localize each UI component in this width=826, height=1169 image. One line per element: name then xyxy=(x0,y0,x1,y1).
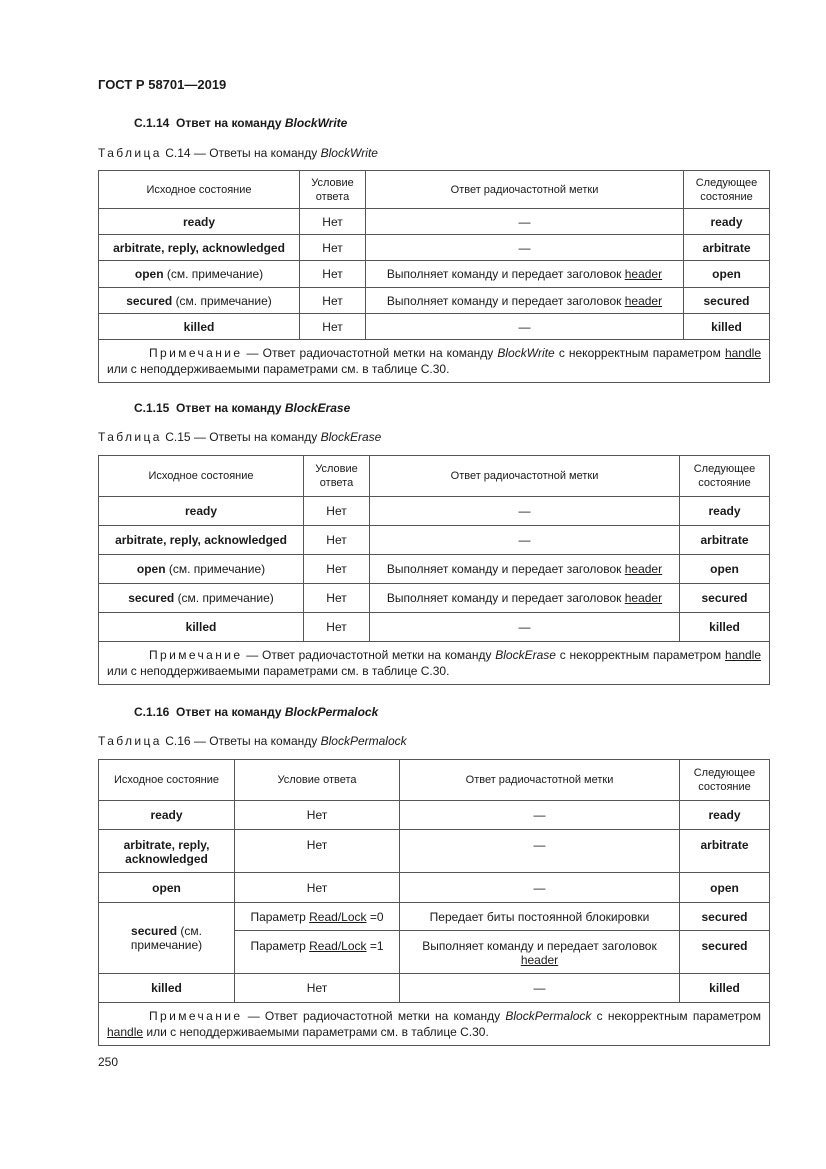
cell-next: ready xyxy=(684,209,770,235)
cell-condition: Нет xyxy=(300,261,366,288)
table-header-row xyxy=(99,760,770,801)
note-command: BlockErase xyxy=(495,648,556,662)
cell-response xyxy=(366,261,684,288)
cell-condition: Нет xyxy=(235,830,400,873)
response-text: Выполняет команду и передает заголовок xyxy=(386,293,622,308)
state-note: (см. примечание) xyxy=(177,591,274,605)
cell-state: arbitrate, reply, acknowledged xyxy=(99,830,235,873)
table-row xyxy=(99,526,770,555)
table-id: С.14 — Ответы на команду xyxy=(165,146,318,160)
col-header: Условие ответа xyxy=(304,456,370,497)
table-caption-c16 xyxy=(98,734,407,748)
cell-state xyxy=(99,261,300,288)
col-header: Ответ радиочастотной метки xyxy=(370,456,680,497)
cell-next: secured xyxy=(680,931,770,974)
table-command: BlockErase xyxy=(320,430,382,444)
condition-value: =1 xyxy=(369,939,384,953)
cell-next: killed xyxy=(680,613,770,642)
cell-condition: Нет xyxy=(300,314,366,340)
table-row xyxy=(99,497,770,526)
cell-next: open xyxy=(680,873,770,903)
table-note xyxy=(99,1003,770,1046)
cell-state: arbitrate, reply, acknowledged xyxy=(99,526,304,555)
command-name: BlockErase xyxy=(284,401,351,415)
section-number: С.1.14 xyxy=(134,116,170,130)
cell-response xyxy=(370,584,680,613)
cell-response: — xyxy=(370,613,680,642)
table-row xyxy=(99,288,770,314)
state-name: secured xyxy=(128,591,175,605)
response-text: Выполняет команду и передает заголовок xyxy=(386,562,622,576)
cell-state: open xyxy=(99,873,235,903)
table-id: С.16 — Ответы на команду xyxy=(165,734,318,748)
handle-term: handle xyxy=(107,1025,144,1039)
state-note: (см. примечание) xyxy=(130,924,203,952)
readlock-term: Read/Lock xyxy=(309,939,367,953)
table-note-row xyxy=(99,340,770,383)
cell-next: secured xyxy=(680,584,770,613)
table-caption-c15 xyxy=(98,430,381,444)
cell-next: ready xyxy=(680,497,770,526)
section-title-c114 xyxy=(134,116,347,130)
handle-term: handle xyxy=(724,648,762,662)
section-title-c115 xyxy=(134,401,350,415)
state-name: open xyxy=(136,562,166,576)
section-title-text: Ответ на команду xyxy=(176,401,282,415)
table-note xyxy=(99,340,770,383)
cell-response: — xyxy=(400,974,680,1003)
header-term: header xyxy=(624,267,663,281)
header-term: header xyxy=(624,562,663,576)
cell-state: ready xyxy=(99,801,235,830)
cell-response xyxy=(370,555,680,584)
cell-next: killed xyxy=(684,314,770,340)
note-text: или с неподдерживаемыми параметрами см. в таблице С.30. xyxy=(107,664,450,678)
cell-response: — xyxy=(370,497,680,526)
table-caption-c14 xyxy=(98,146,378,160)
col-header: Условие ответа xyxy=(235,760,400,801)
cell-next: open xyxy=(680,555,770,584)
cell-condition: Нет xyxy=(235,974,400,1003)
cell-state: killed xyxy=(99,613,304,642)
col-header: Следующее состояние xyxy=(680,760,770,801)
table-note-row xyxy=(99,642,770,685)
cell-response: — xyxy=(400,830,680,873)
cell-state xyxy=(99,288,300,314)
col-header: Исходное состояние xyxy=(99,456,304,497)
command-name: BlockPermalock xyxy=(284,705,379,719)
table-c14 xyxy=(98,170,770,383)
cell-next: ready xyxy=(680,801,770,830)
cell-condition: Нет xyxy=(304,584,370,613)
response-text: Выполняет команду и передает заголовок xyxy=(386,591,622,605)
note-text: или с неподдерживаемыми параметрами см. в таблице С.30. xyxy=(146,1025,489,1039)
table-row xyxy=(99,830,770,873)
col-header: Ответ радиочастотной метки xyxy=(366,171,684,209)
cell-state: killed xyxy=(99,314,300,340)
cell-response xyxy=(366,288,684,314)
section-title-text: Ответ на команду xyxy=(176,705,282,719)
cell-state: ready xyxy=(99,497,304,526)
cell-next: arbitrate xyxy=(684,235,770,261)
cell-response: — xyxy=(366,209,684,235)
note-word: Примечание xyxy=(149,1009,243,1023)
table-row xyxy=(99,235,770,261)
cell-condition xyxy=(235,903,400,931)
condition-value: =0 xyxy=(369,909,384,924)
state-name: secured xyxy=(131,924,178,938)
table-row xyxy=(99,209,770,235)
cell-response: — xyxy=(366,235,684,261)
note-text: — Ответ радиочастотной метки на команду xyxy=(246,648,492,662)
state-note: (см. примечание) xyxy=(166,267,264,281)
col-header: Исходное состояние xyxy=(99,171,300,209)
cell-condition: Нет xyxy=(304,497,370,526)
table-row xyxy=(99,801,770,830)
cell-response: — xyxy=(400,801,680,830)
cell-state xyxy=(99,903,235,974)
cell-state: ready xyxy=(99,209,300,235)
response-text: Выполняет команду и передает заголовок xyxy=(422,939,657,953)
table-row xyxy=(99,903,770,931)
cell-response: Передает биты постоянной блокировки xyxy=(400,903,680,931)
section-title-c116 xyxy=(134,705,378,719)
table-c15 xyxy=(98,455,770,685)
table-row xyxy=(99,314,770,340)
state-name: secured xyxy=(126,293,173,308)
cell-state xyxy=(99,584,304,613)
cell-condition xyxy=(235,931,400,974)
cell-next: secured xyxy=(680,903,770,931)
cell-condition: Нет xyxy=(304,613,370,642)
state-note: (см. примечание) xyxy=(168,562,266,576)
table-row xyxy=(99,974,770,1003)
table-c16 xyxy=(98,759,770,1046)
command-name: BlockWrite xyxy=(284,116,348,130)
table-id: С.15 — Ответы на команду xyxy=(165,430,318,444)
cell-state xyxy=(99,555,304,584)
table-note xyxy=(99,642,770,685)
readlock-term: Read/Lock xyxy=(309,909,367,924)
header-term: header xyxy=(624,591,663,605)
cell-condition: Нет xyxy=(304,555,370,584)
page-number: 250 xyxy=(98,1055,119,1069)
table-row xyxy=(99,613,770,642)
document-header: ГОСТ Р 58701—2019 xyxy=(98,77,227,92)
handle-term: handle xyxy=(724,346,761,360)
note-text: или с неподдерживаемыми параметрами см. в таблице С.30. xyxy=(107,362,450,376)
cell-next: killed xyxy=(680,974,770,1003)
table-word: Таблица xyxy=(98,146,162,160)
condition-text: Параметр xyxy=(250,909,306,924)
col-header: Следующее состояние xyxy=(680,456,770,497)
cell-response xyxy=(400,931,680,974)
note-word: Примечание xyxy=(149,648,243,662)
table-word: Таблица xyxy=(98,430,162,444)
cell-next: open xyxy=(684,261,770,288)
response-text: Выполняет команду и передает заголовок xyxy=(386,267,622,281)
col-header: Исходное состояние xyxy=(99,760,235,801)
col-header: Ответ радиочастотной метки xyxy=(400,760,680,801)
table-header-row xyxy=(99,456,770,497)
cell-condition: Нет xyxy=(300,235,366,261)
note-text: — Ответ радиочастотной метки на команду xyxy=(246,346,494,360)
condition-text: Параметр xyxy=(250,939,306,953)
cell-response: — xyxy=(400,873,680,903)
table-note-row xyxy=(99,1003,770,1046)
note-text: — Ответ радиочастотной метки на команду xyxy=(247,1009,501,1023)
cell-next: secured xyxy=(684,288,770,314)
cell-next: arbitrate xyxy=(680,526,770,555)
table-row xyxy=(99,261,770,288)
table-header-row xyxy=(99,171,770,209)
section-number: С.1.16 xyxy=(134,705,170,719)
header-term: header xyxy=(520,953,559,967)
cell-condition: Нет xyxy=(300,209,366,235)
table-row xyxy=(99,555,770,584)
table-row xyxy=(99,584,770,613)
note-command: BlockPermalock xyxy=(505,1009,592,1023)
table-command: BlockWrite xyxy=(320,146,378,160)
table-command: BlockPermalock xyxy=(320,734,407,748)
section-number: С.1.15 xyxy=(134,401,170,415)
table-word: Таблица xyxy=(98,734,162,748)
col-header: Следующее состояние xyxy=(684,171,770,209)
cell-condition: Нет xyxy=(235,801,400,830)
state-note: (см. примечание) xyxy=(175,293,272,308)
table-row xyxy=(99,873,770,903)
cell-response: — xyxy=(366,314,684,340)
note-word: Примечание xyxy=(149,346,243,360)
col-header: Условие ответа xyxy=(300,171,366,209)
cell-condition: Нет xyxy=(235,873,400,903)
cell-state: arbitrate, reply, acknowledged xyxy=(99,235,300,261)
section-title-text: Ответ на команду xyxy=(176,116,282,130)
note-command: BlockWrite xyxy=(497,346,555,360)
note-text: с некорректным параметром xyxy=(596,1009,761,1023)
cell-condition: Нет xyxy=(304,526,370,555)
note-text: с некорректным параметром xyxy=(558,346,721,360)
state-name: open xyxy=(134,267,164,281)
header-term: header xyxy=(624,293,663,308)
cell-next: arbitrate xyxy=(680,830,770,873)
cell-state: killed xyxy=(99,974,235,1003)
cell-condition: Нет xyxy=(300,288,366,314)
note-text: с некорректным параметром xyxy=(559,648,722,662)
cell-response: — xyxy=(370,526,680,555)
